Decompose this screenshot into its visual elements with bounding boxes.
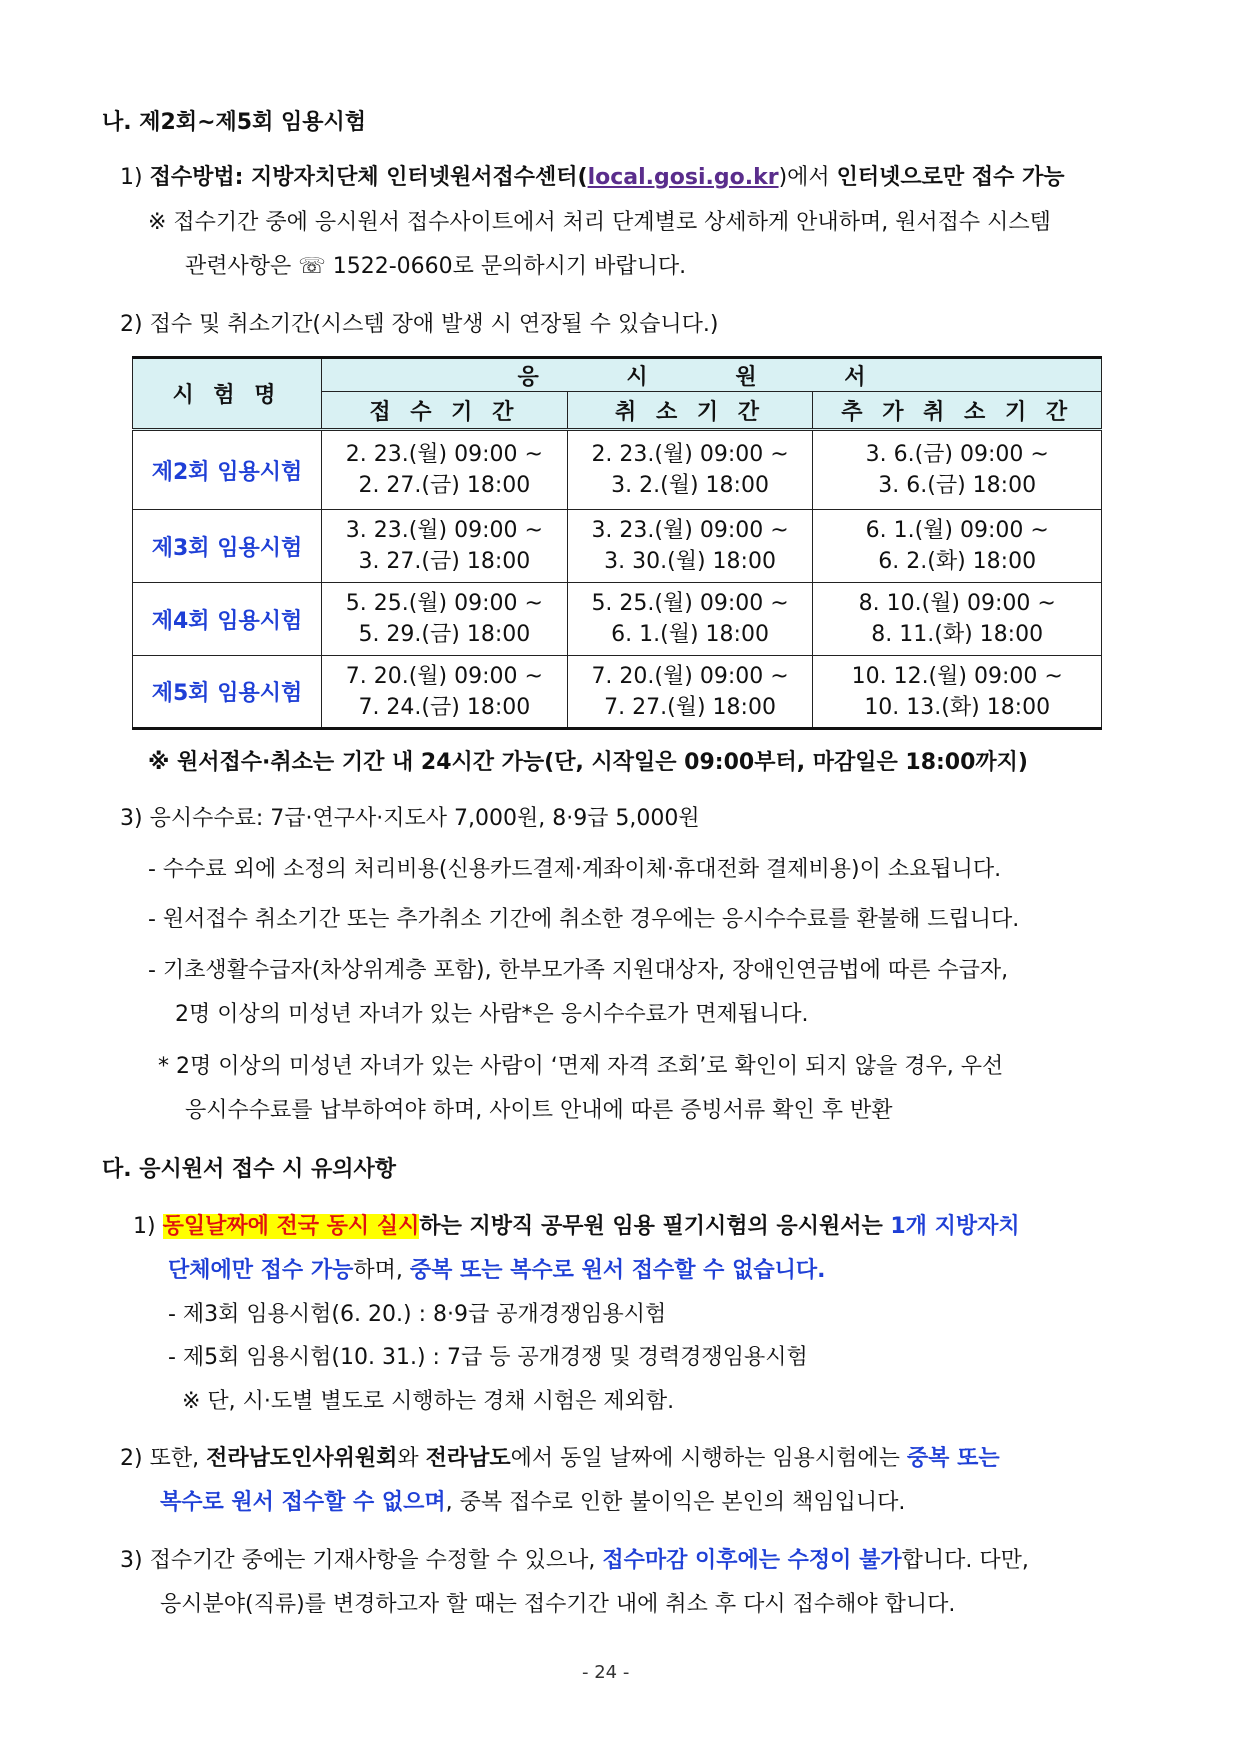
col-exam-header: 시 험 명 <box>133 358 322 430</box>
cancel-period: 2. 23.(월) 09:00 ~ 3. 2.(월) 18:00 <box>567 430 813 510</box>
da2-line2 <box>160 1488 905 1518</box>
item2-text: 2) 접수 및 취소기간(시스템 장애 발생 시 연장될 수 있습니다.) <box>120 312 719 337</box>
extra-cancel-period: 8. 10.(월) 09:00 ~ 8. 11.(화) 18:00 <box>813 583 1102 656</box>
gosi-link[interactable]: local.gosi.go.kr <box>587 165 779 190</box>
da1-mid: 하며, <box>353 1258 410 1283</box>
da2-text2: 와 <box>397 1446 426 1471</box>
item1-num: 1) <box>120 165 143 190</box>
apply-period: 5. 25.(월) 09:00 ~ 5. 29.(금) 18:00 <box>322 583 568 656</box>
exam-name: 제3회 임용시험 <box>133 510 322 583</box>
col-apply-header: 접 수 기 간 <box>322 392 568 430</box>
da2-text1: 또한, <box>149 1446 207 1471</box>
da1-blue2: 단체에만 접수 가능 <box>168 1258 354 1283</box>
da3-line2: 응시분야(직류)를 변경하고자 할 때는 접수기간 내에 취소 후 다시 접수해야 합니다. <box>160 1592 956 1617</box>
item1-note-line2: 관련사항은 ☏ 1522-0660로 문의하시기 바랍니다. <box>185 254 687 279</box>
cancel-period: 7. 20.(월) 09:00 ~ 7. 27.(월) 18:00 <box>567 656 813 729</box>
table-row <box>133 656 1102 729</box>
da1-highlight: 동일날짜에 전국 동시 실시 <box>162 1214 420 1239</box>
da3-blue1: 접수마감 이후에는 수정이 불가 <box>602 1548 902 1573</box>
da1-num: 1) <box>133 1214 156 1239</box>
da1-sub2: - 제5회 임용시험(10. 31.) : 7급 등 공개경쟁 및 경력경쟁임용시험 <box>168 1345 808 1370</box>
table-row <box>133 583 1102 656</box>
da3-line1 <box>120 1546 1029 1576</box>
col-extra-header: 추 가 취 소 기 간 <box>813 392 1102 430</box>
da3-text1: 접수기간 중에는 기재사항을 수정할 수 있으나, <box>149 1548 603 1573</box>
group-header: 응 시 원 서 <box>322 358 1102 392</box>
da1-line2 <box>168 1256 825 1286</box>
da2-text4: , 중복 접수로 인한 불이익은 본인의 책임입니다. <box>445 1490 906 1515</box>
extra-cancel-period: 6. 1.(월) 09:00 ~ 6. 2.(화) 18:00 <box>813 510 1102 583</box>
exam-name: 제4회 임용시험 <box>133 583 322 656</box>
item1-bold-tail: 인터넷으로만 접수 가능 <box>836 165 1065 190</box>
extra-cancel-period: 10. 12.(월) 09:00 ~ 10. 13.(화) 18:00 <box>813 656 1102 729</box>
section-da-title: 다. 응시원서 접수 시 유의사항 <box>102 1157 397 1182</box>
da3-text2: 합니다. 다만, <box>901 1548 1029 1573</box>
schedule-table <box>132 356 1102 730</box>
item3-bullet2: - 원서접수 취소기간 또는 추가취소 기간에 취소한 경우에는 응시수수료를 환불해 드립니다. <box>148 907 1020 932</box>
da2-line1 <box>120 1444 1000 1474</box>
item3-bullet3-line1: - 기초생활수급자(차상위계층 포함), 한부모가족 지원대상자, 장애인연금법에 따른 수급자, <box>148 958 1009 983</box>
da2-bold2: 전라남도 <box>425 1446 511 1471</box>
item3-bullet3-line2: 2명 이상의 미성년 자녀가 있는 사람*은 응시수수료가 면제됩니다. <box>175 1002 809 1027</box>
item3-text: 3) 응시수수료: 7급·연구사·지도사 7,000원, 8·9급 5,000원 <box>120 806 700 831</box>
table-row <box>133 430 1102 510</box>
table-row <box>133 510 1102 583</box>
extra-cancel-period: 3. 6.(금) 09:00 ~ 3. 6.(금) 18:00 <box>813 430 1102 510</box>
cancel-period: 3. 23.(월) 09:00 ~ 3. 30.(월) 18:00 <box>567 510 813 583</box>
apply-period: 7. 20.(월) 09:00 ~ 7. 24.(금) 18:00 <box>322 656 568 729</box>
da1-blue1: 1개 지방자치 <box>890 1214 1020 1239</box>
da2-num: 2) <box>120 1446 143 1471</box>
table-note: ※ 원서접수·취소는 기간 내 24시간 가능(단, 시작일은 09:00부터, 마감일은 18:00까지) <box>148 750 1028 775</box>
item1-after-link: )에서 <box>778 165 837 190</box>
exam-name: 제2회 임용시험 <box>133 430 322 510</box>
da2-blue2: 복수로 원서 접수할 수 없으며 <box>160 1490 446 1515</box>
cancel-period: 5. 25.(월) 09:00 ~ 6. 1.(월) 18:00 <box>567 583 813 656</box>
da1-blue3: 중복 또는 복수로 원서 접수할 수 없습니다. <box>409 1258 826 1283</box>
da2-blue1: 중복 또는 <box>906 1446 1000 1471</box>
apply-period: 3. 23.(월) 09:00 ~ 3. 27.(금) 18:00 <box>322 510 568 583</box>
apply-period: 2. 23.(월) 09:00 ~ 2. 27.(금) 18:00 <box>322 430 568 510</box>
item1-line <box>120 163 1065 193</box>
item3-bullet1: - 수수료 외에 소정의 처리비용(신용카드결제·계좌이체·휴대전화 결제비용)이 소요됩니다. <box>148 857 1002 882</box>
da2-bold1: 전라남도인사위원회 <box>206 1446 398 1471</box>
item3-footnote-line1: * 2명 이상의 미성년 자녀가 있는 사람이 ‘면제 자격 조회’로 확인이 되지 않을 경우, 우선 <box>158 1054 1004 1079</box>
exam-name: 제5회 임용시험 <box>133 656 322 729</box>
da1-sub1: - 제3회 임용시험(6. 20.) : 8·9급 공개경쟁임용시험 <box>168 1302 667 1327</box>
da3-num: 3) <box>120 1548 143 1573</box>
item3-footnote-line2: 응시수수료를 납부하여야 하며, 사이트 안내에 따른 증빙서류 확인 후 반환 <box>185 1098 893 1123</box>
item1-note-line1: ※ 접수기간 중에 응시원서 접수사이트에서 처리 단계별로 상세하게 안내하며, 원서접수 시스템 <box>148 210 1051 235</box>
item1-label: 접수방법: 지방자치단체 인터넷원서접수센터( <box>149 165 588 190</box>
col-cancel-header: 취 소 기 간 <box>567 392 813 430</box>
da1-sub3: ※ 단, 시·도별 별도로 시행하는 경채 시험은 제외함. <box>182 1389 675 1414</box>
da1-bold1: 하는 지방직 공무원 임용 필기시험의 응시원서는 <box>419 1214 891 1239</box>
section-na-title: 나. 제2회~제5회 임용시험 <box>102 110 366 135</box>
da2-text3: 에서 동일 날짜에 시행하는 임용시험에는 <box>510 1446 907 1471</box>
page-number: - 24 - <box>582 1662 630 1683</box>
da1-line1 <box>133 1212 1020 1242</box>
